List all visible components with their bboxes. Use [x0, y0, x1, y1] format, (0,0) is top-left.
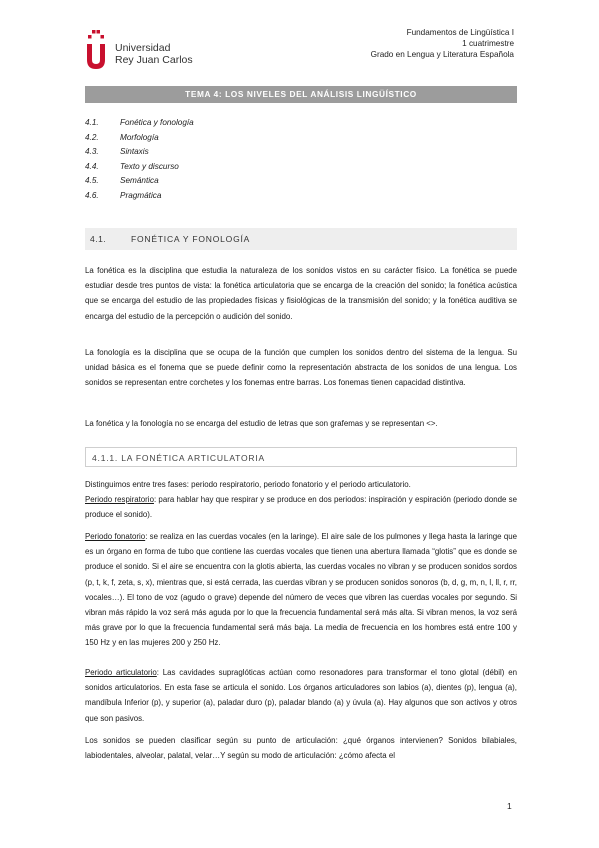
toc-item-label: Morfología	[120, 132, 159, 142]
phonatory-label: Periodo fonatorio	[85, 532, 146, 541]
course-info	[371, 27, 514, 60]
paragraph-classification: Los sonidos se pueden clasificar según su punto de articulación: ¿qué órganos intervienen? Sonidos bilabiales, labiodentales, alveolar, palatal, velar…Y según su modo de articulación: ¿cómo afecta el	[85, 736, 517, 761]
phonatory-text: : se realiza en las cuerdas vocales (en la laringe). El aire sale de los pulmones y llega hasta la laringe que es un órgano en forma de tubo que contiene las cuerdas vocales que tienen una abertura llamada “glotis” que es donde se produce el sonido. Si el aire se encuentra con la glotis abierta, las cuerdas vocales no vibran y se producen sonidos sordos (p, t, k, f, zeta, s, x), mientras que, si está cerrada, las cuerdas vibran y se producen sonidos sonoros (b, d, g, m, n, l, ll, r, rr, vocales…). El tono de voz (agudo o grave) depende del número de veces que vibren las cuerdas vocales por segundo. Si vibran más rápido la voz será más aguda por lo que la frecuencia fundamental será más alta. Si vibran menos, la voz será más grave por lo que la frecuencia fundamental será más baja. La media de frecuencia en los hombres está entre 100 y 150 Hz y en las mujeres 200 y 250 Hz.	[85, 532, 517, 648]
subsection-heading	[85, 447, 517, 467]
toc-item-number: 4.3.	[85, 147, 99, 156]
paragraph-respiratory	[85, 492, 517, 522]
toc-item	[85, 133, 485, 148]
toc-item	[85, 162, 485, 177]
toc-item-label: Fonética y fonología	[120, 118, 194, 127]
toc-item-number: 4.6.	[85, 190, 99, 200]
toc-item	[85, 147, 485, 162]
university-name-line2: Rey Juan Carlos	[115, 54, 193, 66]
paragraph-phonology: La fonología es la disciplina que se ocupa de la función que cumplen los sonidos dentro del sistema de la lengua. Su unidad básica es el fonema que se puede definir como la representación abstracta de los sonidos de una lengua. Los sonidos se representan entre corchetes y los fonemas entre barras. Los fonemas tienen capacidad distintiva.	[85, 348, 517, 388]
university-name-line1: Universidad	[115, 42, 171, 54]
toc-item-label: Sintaxis	[120, 147, 149, 156]
toc-item-label: Semántica	[120, 176, 159, 185]
page-number: 1	[507, 801, 512, 811]
paragraph-articulatory	[85, 665, 517, 726]
paragraph-phases-intro: Distinguimos entre tres fases: periodo respiratorio, periodo fonatorio y el periodo articulatorio.	[85, 480, 411, 489]
section-title: FONÉTICA Y FONOLOGÍA	[131, 234, 251, 244]
subsection-title: 4.1.1. LA FONÉTICA ARTICULATORIA	[92, 452, 265, 463]
section-heading	[85, 228, 517, 250]
paragraph-graphemes: La fonética y la fonología no se encarga del estudio de letras que son grafemas y se representan <>.	[85, 419, 438, 428]
university-logo-icon	[85, 30, 107, 70]
university-logo	[85, 30, 225, 70]
course-name: Fundamentos de Lingüística I	[406, 28, 514, 37]
articulatory-text: : Las cavidades supraglóticas actúan como resonadores para transformar el tono glotal (débil) en sonidos articulatorios. En esta fase se articula el sonido. Los órganos articuladores son labios (a), dientes (p), lengua (a), mandíbula Inferior (p), y superior (a), paladar duro (p), paladar blando (a) y úvula (a). Hay algunos que son activos y otros que son pasivos.	[85, 668, 517, 723]
section-number: 4.1.	[90, 234, 107, 244]
toc-item	[85, 191, 485, 206]
topic-title: TEMA 4: LOS NIVELES DEL ANÁLISIS LINGÜÍSTICO	[85, 86, 517, 103]
toc-item	[85, 176, 485, 191]
university-name	[115, 42, 193, 66]
toc-item	[85, 118, 485, 133]
toc-item-number: 4.4.	[85, 161, 99, 171]
toc-item-number: 4.1.	[85, 118, 99, 127]
paragraph-phonatory	[85, 529, 517, 651]
respiratory-text: : para hablar hay que respirar y se produce en dos periodos: inspiración y espiración (periodo donde se produce el sonido).	[85, 495, 517, 520]
articulatory-label: Periodo articulatorio	[85, 668, 157, 677]
toc-item-label: Texto y discurso	[120, 161, 179, 171]
toc-item-number: 4.2.	[85, 132, 99, 142]
toc-item-label: Pragmática	[120, 190, 162, 200]
table-of-contents	[85, 118, 485, 205]
respiratory-label: Periodo respiratorio	[85, 495, 154, 504]
toc-item-number: 4.5.	[85, 176, 99, 185]
degree-name: Grado en Lengua y Literatura Española	[370, 50, 514, 59]
course-term: 1 cuatrimestre	[462, 39, 514, 48]
paragraph-phonetics: La fonética es la disciplina que estudia la naturaleza de los sonidos vistos en su carácter físico. La fonética se puede estudiar desde tres puntos de vista: la fonética articulatoria que se encarga de la creación del sonido; la fonética acústica que se encarga del estudio de las propiedades físicas y fisiológicas de la transmisión del sonido; y la fonética auditiva se encarga del estudio de la percepción o audición del sonido.	[85, 266, 517, 321]
